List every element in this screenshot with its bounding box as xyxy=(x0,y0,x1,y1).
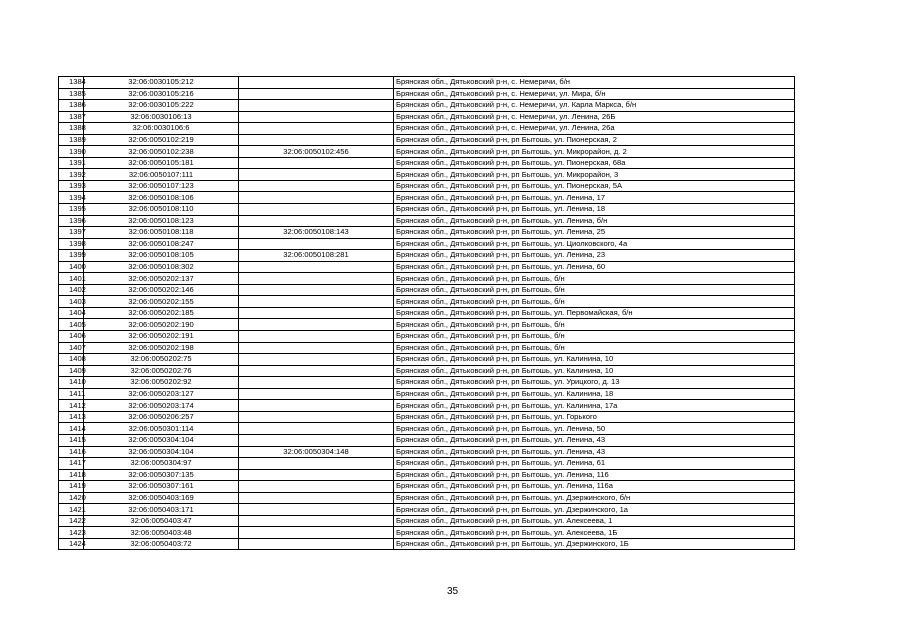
linked-cadastral-number-cell xyxy=(239,388,394,400)
cadastral-number-cell: 32:06:0050107:123 xyxy=(84,180,239,192)
row-number-cell: 1398 xyxy=(59,238,84,250)
table-row xyxy=(59,180,795,192)
row-number-cell: 1411 xyxy=(59,388,84,400)
address-cell: Брянская обл., Дятьковский р-н, рп Бытошь, ул. Дзержинского, 1а xyxy=(394,504,795,516)
cadastral-number-cell: 32:06:0050108:247 xyxy=(84,238,239,250)
table-row xyxy=(59,434,795,446)
address-cell: Брянская обл., Дятьковский р-н, рп Бытошь, ул. Микрорайон, д. 2 xyxy=(394,146,795,158)
row-number-cell: 1390 xyxy=(59,146,84,158)
table-row xyxy=(59,134,795,146)
linked-cadastral-number-cell: 32:06:0050108:143 xyxy=(239,227,394,239)
linked-cadastral-number-cell xyxy=(239,215,394,227)
linked-cadastral-number-cell xyxy=(239,331,394,343)
cadastral-number-cell: 32:06:0050203:127 xyxy=(84,388,239,400)
table-row xyxy=(59,504,795,516)
table-row xyxy=(59,458,795,470)
cadastral-number-cell: 32:06:0050108:110 xyxy=(84,204,239,216)
row-number-cell: 1388 xyxy=(59,123,84,135)
table-row xyxy=(59,204,795,216)
row-number-cell: 1403 xyxy=(59,296,84,308)
cadastral-number-cell: 32:06:0050403:72 xyxy=(84,538,239,550)
address-cell: Брянская обл., Дятьковский р-н, рп Бытошь, ул. Пионерская, 68а xyxy=(394,157,795,169)
row-number-cell: 1394 xyxy=(59,192,84,204)
table-row xyxy=(59,88,795,100)
address-cell: Брянская обл., Дятьковский р-н, рп Бытошь, ул. Ленина, 116 xyxy=(394,469,795,481)
linked-cadastral-number-cell xyxy=(239,481,394,493)
row-number-cell: 1423 xyxy=(59,527,84,539)
cadastral-number-cell: 32:06:0050202:155 xyxy=(84,296,239,308)
row-number-cell: 1387 xyxy=(59,111,84,123)
address-cell: Брянская обл., Дятьковский р-н, рп Бытошь, ул. Первомайская, б/н xyxy=(394,307,795,319)
row-number-cell: 1405 xyxy=(59,319,84,331)
cadastral-number-cell: 32:06:0030106:13 xyxy=(84,111,239,123)
row-number-cell: 1418 xyxy=(59,469,84,481)
row-number-cell: 1386 xyxy=(59,100,84,112)
linked-cadastral-number-cell xyxy=(239,284,394,296)
cadastral-number-cell: 32:06:0050108:302 xyxy=(84,261,239,273)
linked-cadastral-number-cell xyxy=(239,77,394,89)
table-row xyxy=(59,469,795,481)
address-cell: Брянская обл., Дятьковский р-н, рп Бытошь, б/н xyxy=(394,331,795,343)
table-row xyxy=(59,492,795,504)
row-number-cell: 1407 xyxy=(59,342,84,354)
cadastral-number-cell: 32:06:0050105:181 xyxy=(84,157,239,169)
linked-cadastral-number-cell xyxy=(239,88,394,100)
linked-cadastral-number-cell xyxy=(239,400,394,412)
table-row xyxy=(59,342,795,354)
linked-cadastral-number-cell xyxy=(239,377,394,389)
address-cell: Брянская обл., Дятьковский р-н, рп Бытошь, ул. Микрорайон, 3 xyxy=(394,169,795,181)
linked-cadastral-number-cell xyxy=(239,354,394,366)
row-number-cell: 1385 xyxy=(59,88,84,100)
cadastral-number-cell: 32:06:0050307:161 xyxy=(84,481,239,493)
row-number-cell: 1402 xyxy=(59,284,84,296)
address-cell: Брянская обл., Дятьковский р-н, с. Немеричи, ул. Карла Маркса, б/н xyxy=(394,100,795,112)
cadastral-number-cell: 32:06:0030105:212 xyxy=(84,77,239,89)
table-row xyxy=(59,146,795,158)
row-number-cell: 1404 xyxy=(59,307,84,319)
row-number-cell: 1420 xyxy=(59,492,84,504)
row-number-cell: 1414 xyxy=(59,423,84,435)
cadastral-number-cell: 32:06:0050108:105 xyxy=(84,250,239,262)
linked-cadastral-number-cell xyxy=(239,538,394,550)
address-cell: Брянская обл., Дятьковский р-н, рп Бытошь, ул. Калинина, 18 xyxy=(394,388,795,400)
cadastral-number-cell: 32:06:0050102:238 xyxy=(84,146,239,158)
cadastral-number-cell: 32:06:0050304:104 xyxy=(84,434,239,446)
table-row xyxy=(59,307,795,319)
table-row xyxy=(59,157,795,169)
cadastral-number-cell: 32:06:0050108:118 xyxy=(84,227,239,239)
table-row xyxy=(59,515,795,527)
address-cell: Брянская обл., Дятьковский р-н, рп Бытошь, б/н xyxy=(394,319,795,331)
address-cell: Брянская обл., Дятьковский р-н, рп Бытошь, б/н xyxy=(394,296,795,308)
linked-cadastral-number-cell xyxy=(239,307,394,319)
row-number-cell: 1393 xyxy=(59,180,84,192)
table-row xyxy=(59,388,795,400)
row-number-cell: 1401 xyxy=(59,273,84,285)
linked-cadastral-number-cell xyxy=(239,180,394,192)
row-number-cell: 1419 xyxy=(59,481,84,493)
linked-cadastral-number-cell xyxy=(239,204,394,216)
table-row xyxy=(59,411,795,423)
cadastral-number-cell: 32:06:0050202:137 xyxy=(84,273,239,285)
table-row xyxy=(59,538,795,550)
address-cell: Брянская обл., Дятьковский р-н, рп Бытошь, ул. Ленина, 50 xyxy=(394,423,795,435)
address-cell: Брянская обл., Дятьковский р-н, с. Немеричи, ул. Ленина, 26а xyxy=(394,123,795,135)
address-cell: Брянская обл., Дятьковский р-н, с. Немеричи, ул. Мира, б/н xyxy=(394,88,795,100)
address-cell: Брянская обл., Дятьковский р-н, рп Бытошь, ул. Ленина, 116а xyxy=(394,481,795,493)
table-row xyxy=(59,296,795,308)
linked-cadastral-number-cell xyxy=(239,365,394,377)
table-row xyxy=(59,400,795,412)
table-row xyxy=(59,527,795,539)
row-number-cell: 1415 xyxy=(59,434,84,446)
linked-cadastral-number-cell xyxy=(239,504,394,516)
cadastral-number-cell: 32:06:0050206:257 xyxy=(84,411,239,423)
cadastral-number-cell: 32:06:0050108:123 xyxy=(84,215,239,227)
linked-cadastral-number-cell xyxy=(239,469,394,481)
cadastral-number-cell: 32:06:0050202:76 xyxy=(84,365,239,377)
table-row xyxy=(59,100,795,112)
table-row xyxy=(59,238,795,250)
address-cell: Брянская обл., Дятьковский р-н, рп Бытошь, б/н xyxy=(394,273,795,285)
cadastral-number-cell: 32:06:0050304:97 xyxy=(84,458,239,470)
cadastral-number-cell: 32:06:0050202:191 xyxy=(84,331,239,343)
address-cell: Брянская обл., Дятьковский р-н, рп Бытошь, ул. Ленина, 23 xyxy=(394,250,795,262)
linked-cadastral-number-cell xyxy=(239,134,394,146)
address-cell: Брянская обл., Дятьковский р-н, рп Бытошь, ул. Алексеева, 1 xyxy=(394,515,795,527)
linked-cadastral-number-cell xyxy=(239,434,394,446)
address-cell: Брянская обл., Дятьковский р-н, рп Бытошь, ул. Ленина, 61 xyxy=(394,458,795,470)
row-number-cell: 1408 xyxy=(59,354,84,366)
address-cell: Брянская обл., Дятьковский р-н, рп Бытошь, ул. Калинина, 10 xyxy=(394,365,795,377)
cadastral-number-cell: 32:06:0050307:135 xyxy=(84,469,239,481)
table-row xyxy=(59,377,795,389)
row-number-cell: 1399 xyxy=(59,250,84,262)
table-row xyxy=(59,423,795,435)
row-number-cell: 1397 xyxy=(59,227,84,239)
linked-cadastral-number-cell xyxy=(239,423,394,435)
table-row xyxy=(59,354,795,366)
row-number-cell: 1406 xyxy=(59,331,84,343)
address-cell: Брянская обл., Дятьковский р-н, рп Бытошь, ул. Ленина, 25 xyxy=(394,227,795,239)
linked-cadastral-number-cell xyxy=(239,192,394,204)
address-cell: Брянская обл., Дятьковский р-н, рп Бытошь, ул. Циолковского, 4а xyxy=(394,238,795,250)
cadastral-number-cell: 32:06:0050107:111 xyxy=(84,169,239,181)
table-row xyxy=(59,111,795,123)
row-number-cell: 1412 xyxy=(59,400,84,412)
cadastral-number-cell: 32:06:0050403:47 xyxy=(84,515,239,527)
table-row xyxy=(59,481,795,493)
linked-cadastral-number-cell xyxy=(239,296,394,308)
cadastral-number-cell: 32:06:0050102:219 xyxy=(84,134,239,146)
cadastral-number-cell: 32:06:0050203:174 xyxy=(84,400,239,412)
address-cell: Брянская обл., Дятьковский р-н, рп Бытошь, ул. Алексеева, 1Б xyxy=(394,527,795,539)
row-number-cell: 1416 xyxy=(59,446,84,458)
cadastral-number-cell: 32:06:0050304:104 xyxy=(84,446,239,458)
cadastral-number-cell: 32:06:0030105:216 xyxy=(84,88,239,100)
row-number-cell: 1384 xyxy=(59,77,84,89)
linked-cadastral-number-cell: 32:06:0050108:281 xyxy=(239,250,394,262)
linked-cadastral-number-cell xyxy=(239,123,394,135)
linked-cadastral-number-cell: 32:06:0050304:148 xyxy=(239,446,394,458)
address-cell: Брянская обл., Дятьковский р-н, рп Бытошь, ул. Урицкого, д. 13 xyxy=(394,377,795,389)
cadastral-number-cell: 32:06:0050403:169 xyxy=(84,492,239,504)
table-row xyxy=(59,123,795,135)
cadastral-number-cell: 32:06:0050202:75 xyxy=(84,354,239,366)
linked-cadastral-number-cell xyxy=(239,111,394,123)
linked-cadastral-number-cell xyxy=(239,458,394,470)
address-cell: Брянская обл., Дятьковский р-н, рп Бытошь, ул. Пионерская, 2 xyxy=(394,134,795,146)
cadastral-number-cell: 32:06:0050301:114 xyxy=(84,423,239,435)
table-row xyxy=(59,192,795,204)
linked-cadastral-number-cell xyxy=(239,342,394,354)
table-row xyxy=(59,284,795,296)
linked-cadastral-number-cell xyxy=(239,492,394,504)
cadastral-number-cell: 32:06:0050108:106 xyxy=(84,192,239,204)
cadastral-number-cell: 32:06:0050403:48 xyxy=(84,527,239,539)
cadastral-number-cell: 32:06:0050202:185 xyxy=(84,307,239,319)
row-number-cell: 1413 xyxy=(59,411,84,423)
row-number-cell: 1396 xyxy=(59,215,84,227)
row-number-cell: 1409 xyxy=(59,365,84,377)
address-cell: Брянская обл., Дятьковский р-н, рп Бытошь, ул. Горького xyxy=(394,411,795,423)
table-row xyxy=(59,273,795,285)
linked-cadastral-number-cell xyxy=(239,100,394,112)
cadastral-number-cell: 32:06:0050202:146 xyxy=(84,284,239,296)
address-cell: Брянская обл., Дятьковский р-н, рп Бытошь, ул. Ленина, 18 xyxy=(394,204,795,216)
linked-cadastral-number-cell xyxy=(239,273,394,285)
linked-cadastral-number-cell xyxy=(239,238,394,250)
cadastral-number-cell: 32:06:0030106:6 xyxy=(84,123,239,135)
cadastral-number-cell: 32:06:0050202:198 xyxy=(84,342,239,354)
address-cell: Брянская обл., Дятьковский р-н, рп Бытошь, ул. Ленина, 17 xyxy=(394,192,795,204)
address-cell: Брянская обл., Дятьковский р-н, рп Бытошь, ул. Ленина, 43 xyxy=(394,434,795,446)
address-cell: Брянская обл., Дятьковский р-н, рп Бытошь, ул. Дзержинского, 1Б xyxy=(394,538,795,550)
table-row xyxy=(59,446,795,458)
table-row xyxy=(59,77,795,89)
row-number-cell: 1392 xyxy=(59,169,84,181)
linked-cadastral-number-cell xyxy=(239,169,394,181)
address-cell: Брянская обл., Дятьковский р-н, рп Бытошь, б/н xyxy=(394,284,795,296)
address-cell: Брянская обл., Дятьковский р-н, рп Бытошь, ул. Калинина, 17а xyxy=(394,400,795,412)
linked-cadastral-number-cell xyxy=(239,411,394,423)
linked-cadastral-number-cell: 32:06:0050102:456 xyxy=(239,146,394,158)
table-row xyxy=(59,227,795,239)
table-row xyxy=(59,365,795,377)
row-number-cell: 1424 xyxy=(59,538,84,550)
table-row xyxy=(59,215,795,227)
cadastral-number-cell: 32:06:0050202:190 xyxy=(84,319,239,331)
linked-cadastral-number-cell xyxy=(239,261,394,273)
registry-table-body xyxy=(59,77,795,550)
cadastral-number-cell: 32:06:0030105:222 xyxy=(84,100,239,112)
page-number: 35 xyxy=(446,586,459,597)
linked-cadastral-number-cell xyxy=(239,157,394,169)
registry-table xyxy=(58,76,795,550)
address-cell: Брянская обл., Дятьковский р-н, рп Бытошь, ул. Дзержинского, б/н xyxy=(394,492,795,504)
address-cell: Брянская обл., Дятьковский р-н, рп Бытошь, ул. Ленина, б/н xyxy=(394,215,795,227)
address-cell: Брянская обл., Дятьковский р-н, рп Бытошь, ул. Пионерская, 5А xyxy=(394,180,795,192)
address-cell: Брянская обл., Дятьковский р-н, рп Бытошь, ул. Ленина, 43 xyxy=(394,446,795,458)
address-cell: Брянская обл., Дятьковский р-н, с. Немеричи, б/н xyxy=(394,77,795,89)
row-number-cell: 1421 xyxy=(59,504,84,516)
row-number-cell: 1410 xyxy=(59,377,84,389)
row-number-cell: 1422 xyxy=(59,515,84,527)
row-number-cell: 1395 xyxy=(59,204,84,216)
linked-cadastral-number-cell xyxy=(239,527,394,539)
table-row xyxy=(59,261,795,273)
address-cell: Брянская обл., Дятьковский р-н, с. Немеричи, ул. Ленина, 26Б xyxy=(394,111,795,123)
row-number-cell: 1389 xyxy=(59,134,84,146)
table-row xyxy=(59,319,795,331)
address-cell: Брянская обл., Дятьковский р-н, рп Бытошь, ул. Ленина, 60 xyxy=(394,261,795,273)
linked-cadastral-number-cell xyxy=(239,319,394,331)
table-row xyxy=(59,331,795,343)
row-number-cell: 1391 xyxy=(59,157,84,169)
cadastral-number-cell: 32:06:0050403:171 xyxy=(84,504,239,516)
address-cell: Брянская обл., Дятьковский р-н, рп Бытошь, б/н xyxy=(394,342,795,354)
row-number-cell: 1417 xyxy=(59,458,84,470)
address-cell: Брянская обл., Дятьковский р-н, рп Бытошь, ул. Калинина, 10 xyxy=(394,354,795,366)
linked-cadastral-number-cell xyxy=(239,515,394,527)
row-number-cell: 1400 xyxy=(59,261,84,273)
table-row xyxy=(59,169,795,181)
cadastral-number-cell: 32:06:0050202:92 xyxy=(84,377,239,389)
table-row xyxy=(59,250,795,262)
